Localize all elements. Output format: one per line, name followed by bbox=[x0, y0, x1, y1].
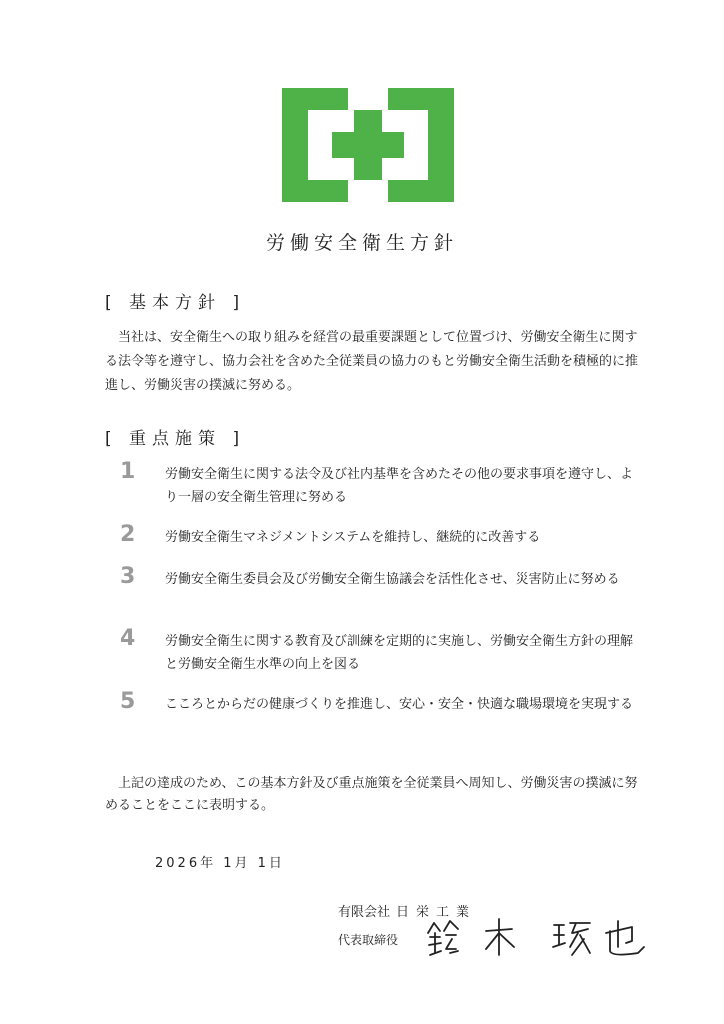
representative-title: 代表取締役 bbox=[338, 933, 399, 947]
list-item bbox=[120, 564, 640, 614]
green-cross-logo bbox=[282, 88, 454, 202]
item-text: こころとからだの健康づくりを推進し、安心・安全・快適な職場環境を実現する bbox=[165, 697, 634, 712]
item-number: 3 bbox=[120, 564, 136, 589]
date: 2026年 1月 1日 bbox=[155, 856, 285, 871]
item-number: 4 bbox=[120, 626, 136, 651]
basic-policy-heading: [ 基本方針 ] bbox=[105, 293, 246, 313]
item-text: 労働安全衛生委員会及び労働安全衛生協議会を活性化させ、災害防止に努める bbox=[165, 572, 620, 587]
list-item bbox=[120, 626, 640, 676]
list-item bbox=[120, 689, 640, 739]
item-number: 1 bbox=[120, 459, 136, 484]
item-text: 労働安全衛生に関する法令及び社内基準を含めたその他の要求事項を遵守し、より一層の安全衛生管理に努める bbox=[165, 467, 634, 505]
key-measures-heading: [ 重点施策 ] bbox=[105, 429, 246, 449]
closing-statement: 上記の達成のため、この基本方針及び重点施策を全従業員へ周知し、労働災害の撲滅に努めることをここに表明する。 bbox=[105, 776, 638, 813]
item-number: 5 bbox=[120, 689, 136, 714]
list-item bbox=[120, 459, 640, 509]
page-title: 労働安全衛生方針 bbox=[265, 232, 458, 254]
company-name: 日栄工業 bbox=[396, 905, 477, 920]
basic-policy-text: 当社は、安全衛生への取り組みを経営の最重要課題として位置づけ、労働安全衛生に関する法令等を遵守し、協力会社を含めた全従業員の協力のもと労働安全衛生活動を積極的に推進し、労働災害の撲滅に努める。 bbox=[105, 330, 639, 393]
item-number: 2 bbox=[120, 522, 136, 547]
handwritten-signature bbox=[426, 913, 652, 959]
item-text: 労働安全衛生マネジメントシステムを維持し、継続的に改善する bbox=[165, 530, 541, 545]
company-type: 有限会社 bbox=[338, 905, 391, 920]
list-item bbox=[120, 522, 640, 572]
item-text: 労働安全衛生に関する教育及び訓練を定期的に実施し、労働安全衛生方針の理解と労働安全衛生水準の向上を図る bbox=[165, 634, 634, 672]
